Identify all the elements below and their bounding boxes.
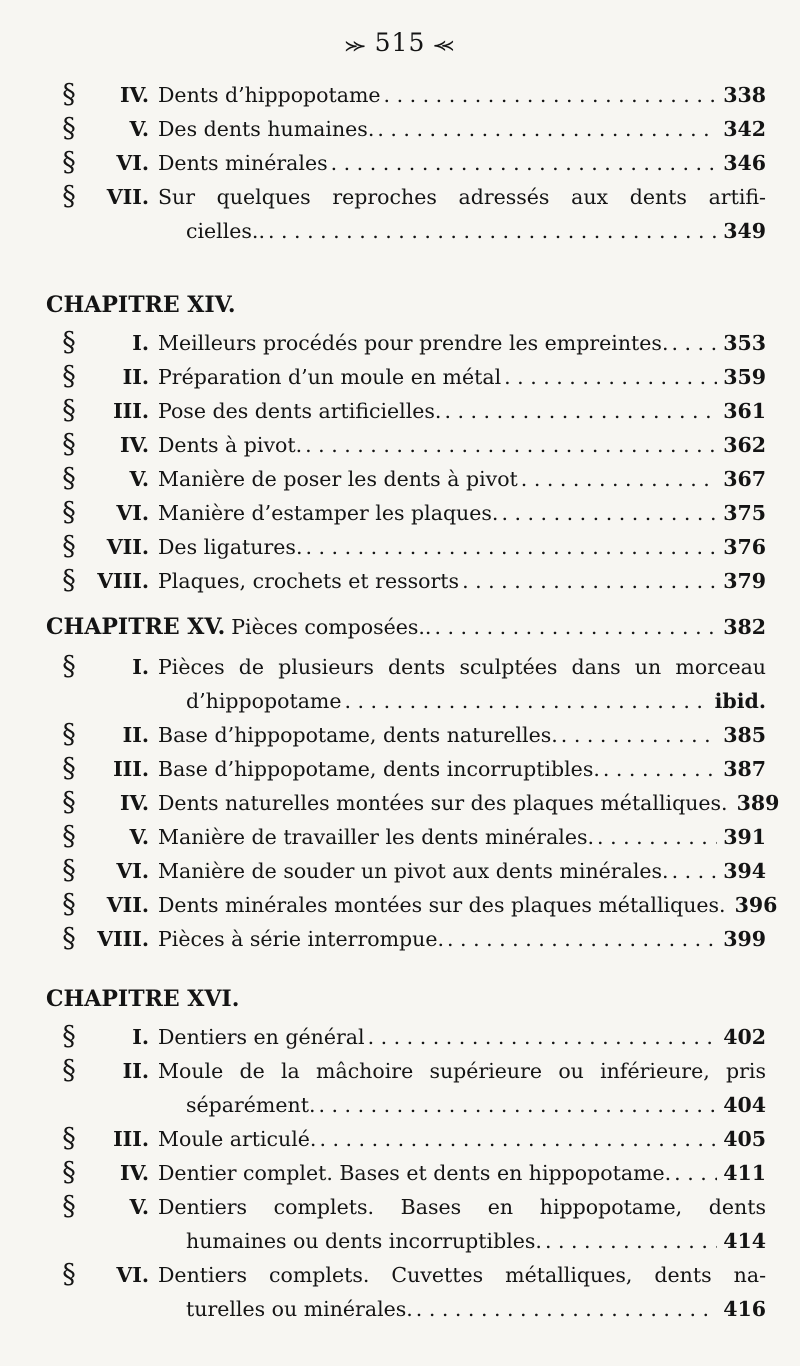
section-symbol: § <box>62 1191 76 1222</box>
section-number: II. <box>122 723 149 747</box>
chapter-15-title: CHAPITRE XV. <box>46 614 226 640</box>
section-number: VI. <box>116 859 149 883</box>
entry-title: Dentiers complets. Cuvettes métalliques, dents na- <box>158 1263 766 1287</box>
page-reference: ibid. <box>714 689 766 713</box>
toc-entry <box>46 428 766 462</box>
entry-line <box>158 1224 766 1258</box>
toc-entry <box>46 564 766 598</box>
section-number: VIII. <box>97 927 149 951</box>
entry-title: d’hippopotame <box>186 689 342 713</box>
entry-body <box>158 752 766 786</box>
entry-title: Dentiers en général <box>158 1025 365 1049</box>
entry-body <box>158 1054 766 1122</box>
page-reference: 416 <box>723 1297 766 1321</box>
dot-leader <box>384 78 718 112</box>
section-symbol: § <box>62 787 76 818</box>
toc-entry <box>46 1156 766 1190</box>
page-reference: 379 <box>723 569 766 593</box>
page-reference: 402 <box>723 1025 766 1049</box>
dot-leader <box>447 922 717 956</box>
entry-body <box>158 428 766 462</box>
entry-body <box>158 394 766 428</box>
entry-body <box>158 462 766 496</box>
section-number: V. <box>129 467 149 491</box>
entry-title: Dentier complet. Bases et dents en hippopotame. <box>158 1161 672 1185</box>
section-symbol: § <box>62 463 76 494</box>
entry-body <box>158 854 766 888</box>
toc-entry <box>46 752 766 786</box>
toc-entry <box>46 1190 766 1258</box>
dot-leader <box>268 214 717 248</box>
page-reference: 394 <box>723 859 766 883</box>
entry-line <box>158 1156 766 1190</box>
entry-line <box>158 888 778 922</box>
section-symbol: § <box>62 821 76 852</box>
entry-line <box>158 1020 766 1054</box>
section-symbol: § <box>62 1123 76 1154</box>
chapter-16-heading: CHAPITRE XVI. <box>46 986 240 1012</box>
dot-leader <box>545 1224 717 1258</box>
toc-entry <box>46 360 766 394</box>
toc-entry <box>46 462 766 496</box>
section-symbol: § <box>62 1021 76 1052</box>
entry-body <box>158 564 766 598</box>
page-reference: 399 <box>723 927 766 951</box>
entry-title: turelles ou minérales. <box>186 1297 413 1321</box>
entry-body <box>158 180 766 248</box>
section-number: VI. <box>116 501 149 525</box>
page-reference: 362 <box>723 433 766 457</box>
entry-body <box>158 650 766 718</box>
chapter-15-heading <box>46 610 766 644</box>
entry-body <box>158 496 766 530</box>
page-reference: 375 <box>723 501 766 525</box>
entry-title: humaines ou dents incorruptibles. <box>186 1229 542 1253</box>
page-reference: 387 <box>723 757 766 781</box>
section-number: I. <box>132 1025 149 1049</box>
page-reference: 405 <box>723 1127 766 1151</box>
entry-line <box>158 428 766 462</box>
toc-entry <box>46 1054 766 1122</box>
dot-leader <box>331 146 718 180</box>
toc-entry <box>46 496 766 530</box>
toc-entry <box>46 888 778 922</box>
entry-title: Pièces de plusieurs dents sculptées dans un morceau <box>158 655 766 679</box>
entry-line <box>158 718 766 752</box>
entry-body <box>158 718 766 752</box>
section-symbol: § <box>62 147 76 178</box>
toc-entry <box>46 854 766 888</box>
section-number: V. <box>129 825 149 849</box>
section-number: V. <box>129 117 149 141</box>
dot-leader <box>368 1020 718 1054</box>
toc-entry <box>46 394 766 428</box>
entry-title: Dents d’hippopotame <box>158 83 381 107</box>
dot-leader <box>504 360 717 394</box>
dot-leader <box>672 854 718 888</box>
entry-title: Dents à pivot. <box>158 433 303 457</box>
section-number: IV. <box>119 1161 149 1185</box>
page-reference: 353 <box>723 331 766 355</box>
entry-line <box>158 820 766 854</box>
entry-body <box>158 1156 766 1190</box>
entry-line <box>158 360 766 394</box>
dot-leader <box>501 496 717 530</box>
entry-title: Dents minérales <box>158 151 328 175</box>
dot-leader <box>319 1122 717 1156</box>
ornament-left-icon: ⪼ <box>344 32 367 57</box>
entry-body <box>158 1258 766 1326</box>
entry-title: séparément. <box>186 1093 316 1117</box>
entry-body <box>158 888 778 922</box>
entry-line <box>158 146 766 180</box>
entry-line <box>158 922 766 956</box>
entry-title: Moule de la mâchoire supérieure ou inférieure, pris <box>158 1059 766 1083</box>
section-number: VI. <box>116 151 149 175</box>
page-reference: 376 <box>723 535 766 559</box>
chapter-15-page: 382 <box>723 615 766 639</box>
toc-entry <box>46 326 766 360</box>
toc-entry <box>46 1258 766 1326</box>
entry-line <box>158 112 766 146</box>
entry-body <box>158 922 766 956</box>
dot-leader <box>434 610 717 644</box>
entry-line <box>158 650 766 684</box>
section-symbol: § <box>62 113 76 144</box>
section-number: III. <box>113 757 149 781</box>
dot-leader <box>344 684 708 718</box>
entry-title: Manière de poser les dents à pivot <box>158 467 518 491</box>
toc-entry <box>46 530 766 564</box>
entry-line <box>158 752 766 786</box>
entry-body <box>158 1190 766 1258</box>
entry-line <box>158 326 766 360</box>
entry-title: Sur quelques reproches adressés aux dents artifi- <box>158 185 766 209</box>
section-number: VII. <box>106 893 149 917</box>
toc-group-chapter-14 <box>46 326 766 598</box>
dot-leader <box>521 462 717 496</box>
entry-body <box>158 360 766 394</box>
toc-entry <box>46 650 766 718</box>
toc-group-chapter-16 <box>46 1020 766 1326</box>
chapter-15-subtitle: Pièces composées.. <box>231 615 432 639</box>
page-reference: 359 <box>723 365 766 389</box>
section-number: I. <box>132 655 149 679</box>
page-number: 515 <box>374 28 426 57</box>
page-reference: 361 <box>723 399 766 423</box>
toc-entry <box>46 1122 766 1156</box>
entry-title: Moule articulé. <box>158 1127 317 1151</box>
dot-leader <box>462 564 717 598</box>
entry-title: cielles.. <box>186 219 265 243</box>
entry-line <box>158 1292 766 1326</box>
entry-line <box>158 496 766 530</box>
section-symbol: § <box>62 753 76 784</box>
entry-line <box>158 1190 766 1224</box>
page-reference: 385 <box>723 723 766 747</box>
section-number: IV. <box>119 433 149 457</box>
dot-leader <box>444 394 717 428</box>
entry-line <box>158 1122 766 1156</box>
entry-title: Manière d’estamper les plaques. <box>158 501 499 525</box>
entry-line <box>158 854 766 888</box>
entry-title: Manière de souder un pivot aux dents minérales. <box>158 859 669 883</box>
ornament-right-icon: ⪻ <box>433 32 456 57</box>
toc-entry <box>46 786 780 820</box>
page-reference: 349 <box>723 219 766 243</box>
section-symbol: § <box>62 497 76 528</box>
section-number: IV. <box>119 83 149 107</box>
section-number: IV. <box>119 791 149 815</box>
dot-leader <box>597 820 717 854</box>
entry-body <box>158 820 766 854</box>
page-header <box>0 28 800 57</box>
section-symbol: § <box>62 565 76 596</box>
dot-leader <box>318 1088 717 1122</box>
toc-entry <box>46 718 766 752</box>
section-symbol: § <box>62 1259 76 1290</box>
entry-line <box>158 1054 766 1088</box>
page-reference: 338 <box>723 83 766 107</box>
section-number: VII. <box>106 535 149 559</box>
entry-body <box>158 326 766 360</box>
dot-leader <box>674 1156 717 1190</box>
toc-entry <box>46 820 766 854</box>
toc-entry <box>46 1020 766 1054</box>
entry-title: Des ligatures. <box>158 535 303 559</box>
entry-body <box>158 146 766 180</box>
page-reference: 342 <box>723 117 766 141</box>
entry-line <box>158 564 766 598</box>
section-symbol: § <box>62 855 76 886</box>
section-symbol: § <box>62 923 76 954</box>
page-reference: 346 <box>723 151 766 175</box>
entry-body <box>158 786 780 820</box>
entry-title: Dents naturelles montées sur des plaques métalliques. <box>158 791 728 815</box>
toc-entry <box>46 146 766 180</box>
page-reference: 367 <box>723 467 766 491</box>
section-number: III. <box>113 399 149 423</box>
entry-line <box>158 462 766 496</box>
section-symbol: § <box>62 79 76 110</box>
dot-leader <box>305 530 717 564</box>
entry-body <box>158 78 766 112</box>
page-reference: 404 <box>723 1093 766 1117</box>
section-symbol: § <box>62 361 76 392</box>
dot-leader <box>305 428 717 462</box>
dot-leader <box>561 718 717 752</box>
section-symbol: § <box>62 531 76 562</box>
dot-leader <box>416 1292 717 1326</box>
section-symbol: § <box>62 327 76 358</box>
entry-line <box>158 180 766 214</box>
entry-line <box>158 684 766 718</box>
toc-entry <box>46 180 766 248</box>
section-symbol: § <box>62 429 76 460</box>
toc-entry <box>46 922 766 956</box>
entry-line <box>158 78 766 112</box>
entry-title: Plaques, crochets et ressorts <box>158 569 460 593</box>
entry-title: Base d’hippopotame, dents incorruptibles. <box>158 757 600 781</box>
section-symbol: § <box>62 395 76 426</box>
entry-line <box>158 1258 766 1292</box>
table-of-contents <box>46 78 780 1326</box>
page-reference: 389 <box>736 791 780 815</box>
entry-line <box>158 1088 766 1122</box>
chapter-14-heading: CHAPITRE XIV. <box>46 292 236 318</box>
entry-body <box>158 1020 766 1054</box>
page-reference: 391 <box>723 825 766 849</box>
toc-group-chapter-13-continued <box>46 78 766 248</box>
dot-leader <box>603 752 717 786</box>
section-symbol: § <box>62 651 76 682</box>
toc-group-chapter-15 <box>46 650 780 956</box>
section-symbol: § <box>62 1157 76 1188</box>
dot-leader <box>671 326 717 360</box>
entry-body <box>158 112 766 146</box>
entry-title: Meilleurs procédés pour prendre les empreintes. <box>158 331 669 355</box>
section-number: VII. <box>106 185 149 209</box>
section-symbol: § <box>62 181 76 212</box>
section-number: V. <box>129 1195 149 1219</box>
entry-title: Des dents humaines. <box>158 117 375 141</box>
entry-title: Dents minérales montées sur des plaques métalliques. <box>158 893 726 917</box>
dot-leader <box>377 112 717 146</box>
page-reference: 411 <box>723 1161 766 1185</box>
entry-title: Dentiers complets. Bases en hippopotame, dents <box>158 1195 766 1219</box>
entry-line <box>158 786 780 820</box>
page-reference: 396 <box>734 893 778 917</box>
section-symbol: § <box>62 1055 76 1086</box>
entry-title: Pièces à série interrompue. <box>158 927 445 951</box>
section-number: I. <box>132 331 149 355</box>
section-symbol: § <box>62 889 76 920</box>
section-number: III. <box>113 1127 149 1151</box>
entry-line <box>158 214 766 248</box>
entry-title: Manière de travailler les dents minérales. <box>158 825 595 849</box>
section-number: II. <box>122 365 149 389</box>
entry-title: Base d’hippopotame, dents naturelles. <box>158 723 558 747</box>
page-reference: 414 <box>723 1229 766 1253</box>
entry-title: Préparation d’un moule en métal <box>158 365 502 389</box>
entry-body <box>158 530 766 564</box>
toc-entry <box>46 78 766 112</box>
entry-line <box>158 530 766 564</box>
section-number: VIII. <box>97 569 149 593</box>
entry-line <box>158 394 766 428</box>
section-number: VI. <box>116 1263 149 1287</box>
section-symbol: § <box>62 719 76 750</box>
section-number: II. <box>122 1059 149 1083</box>
entry-title: Pose des dents artificielles. <box>158 399 442 423</box>
entry-body <box>158 1122 766 1156</box>
toc-entry <box>46 112 766 146</box>
